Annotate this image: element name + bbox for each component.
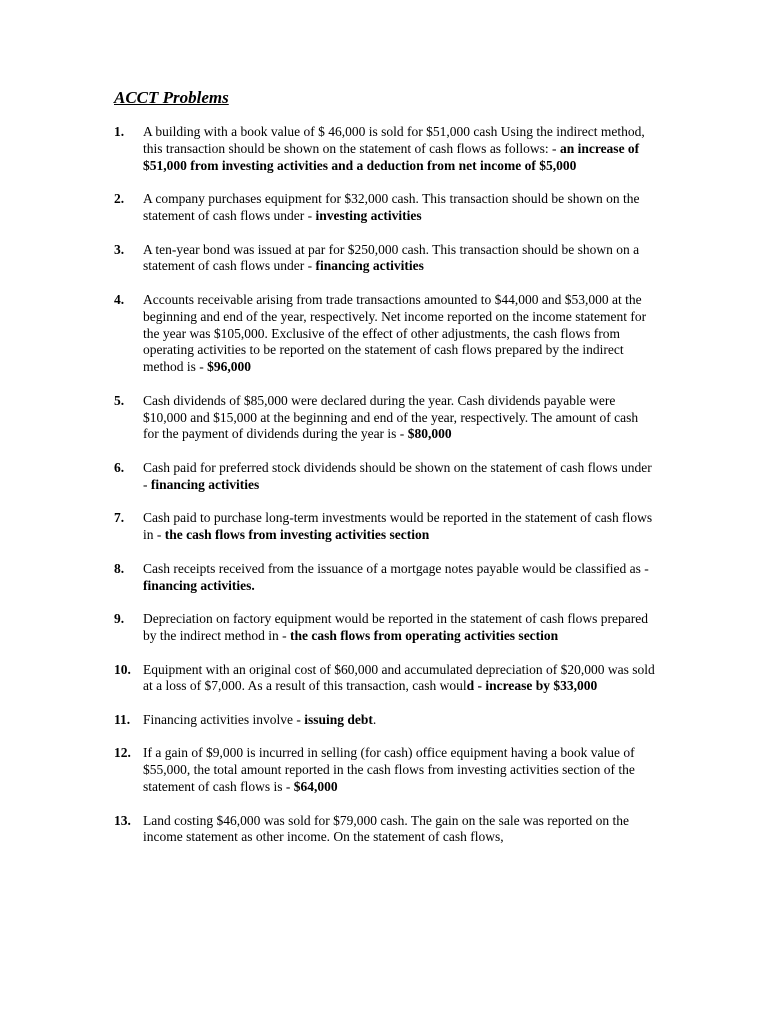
problem-number: 7. (114, 510, 125, 526)
problem-number: 3. (114, 241, 125, 257)
problem-question: Cash paid for preferred stock dividends should be shown on the statement of cash flows under - (143, 459, 652, 492)
problem-answer: $64,000 (293, 779, 338, 795)
problem-answer: financing activities (315, 258, 424, 274)
problem-question: Financing activities involve - (143, 711, 305, 727)
problem-answer: investing activities (315, 207, 422, 223)
problem-item (0, 611, 655, 645)
problem-question: A ten-year bond was issued at par for $250,000 cash. This transaction should be shown on a statement of cash flows under - (143, 241, 640, 274)
problem-question: Equipment with an original cost of $60,000 and accumulated depreciation of $20,000 was sold at a loss of $7,000. As a result of this transaction, cash woul (143, 661, 655, 694)
problem-item (0, 242, 655, 276)
problem-question: Accounts receivable arising from trade transactions amounted to $44,000 and $53,000 at the beginning and end of the year, respectively. Net income reported on the income statement for the year was $105,000. Exclusive of the effect of other adjustments, the cash flows from operating activities to be reported on the statement of cash flows prepared by the indirect method is - (143, 291, 647, 375)
problem-answer: issuing debt (304, 711, 373, 727)
problem-number: 6. (114, 459, 125, 475)
problem-number: 13. (114, 812, 131, 828)
problem-list (0, 124, 768, 863)
problem-answer: the cash flows from operating activities section (289, 627, 559, 643)
problem-question: A company purchases equipment for $32,000 cash. This transaction should be shown on the statement of cash flows under - (143, 191, 640, 223)
problem-question: A building with a book value of $ 46,000 is sold for $51,000 cash Using the indirect method, this transaction should be shown on the statement of cash flows as follows: - (143, 124, 645, 156)
problem-answer: $96,000 (207, 359, 251, 375)
problem-answer: financing activities. (143, 577, 255, 593)
problem-number: 8. (114, 560, 125, 576)
problem-answer: an increase of $51,000 from investing activities and a deduction from net income of $5,000 (143, 140, 640, 173)
problem-item (0, 510, 655, 544)
problem-item (0, 561, 655, 595)
problem-answer: d - increase by $33,000 (466, 678, 598, 694)
problem-question: Depreciation on factory equipment would be reported in the statement of cash flows prepared by the indirect method in - (143, 611, 648, 643)
problem-number: 11. (114, 711, 131, 727)
problem-item (0, 662, 655, 696)
page-title: ACCT Problems (114, 88, 229, 107)
problem-tail: . (372, 711, 377, 727)
problem-question: Cash paid to purchase long-term investments would be reported in the statement of cash flows in - (143, 510, 653, 543)
problem-number: 2. (114, 191, 125, 207)
problem-question: Land costing $46,000 was sold for $79,000 cash. The gain on the sale was reported on the income statement as other income. On the statement of cash flows, (143, 812, 630, 845)
problem-answer: financing activities (150, 476, 260, 492)
problem-item (0, 813, 655, 847)
problem-number: 9. (114, 611, 125, 627)
problem-answer: $80,000 (407, 426, 452, 442)
problem-question: If a gain of $9,000 is incurred in selling (for cash) office equipment having a book value of $55,000, the total amount reported in the cash flows from investing activities section of the statement of cash flows is - (143, 745, 635, 795)
problem-question: Cash dividends of $85,000 were declared during the year. Cash dividends payable were $10,000 and $15,000 at the beginning and end of the year, respectively. The amount of cash for the payment of dividends during the year is - (143, 392, 639, 442)
problem-item (0, 745, 655, 795)
problem-item (0, 124, 655, 174)
problem-question: Cash receipts received from the issuance of a mortgage notes payable would be classified as - (143, 560, 649, 576)
problem-answer: the cash flows from investing activities section (164, 527, 430, 543)
problem-number: 1. (114, 124, 125, 139)
problem-number: 12. (114, 745, 131, 761)
problem-item (0, 712, 655, 729)
problem-number: 10. (114, 661, 131, 677)
problem-number: 5. (114, 392, 125, 408)
problem-item (0, 292, 655, 376)
problem-item (0, 393, 655, 443)
problem-item (0, 191, 655, 225)
problem-number: 4. (114, 291, 125, 307)
problem-item (0, 460, 655, 494)
